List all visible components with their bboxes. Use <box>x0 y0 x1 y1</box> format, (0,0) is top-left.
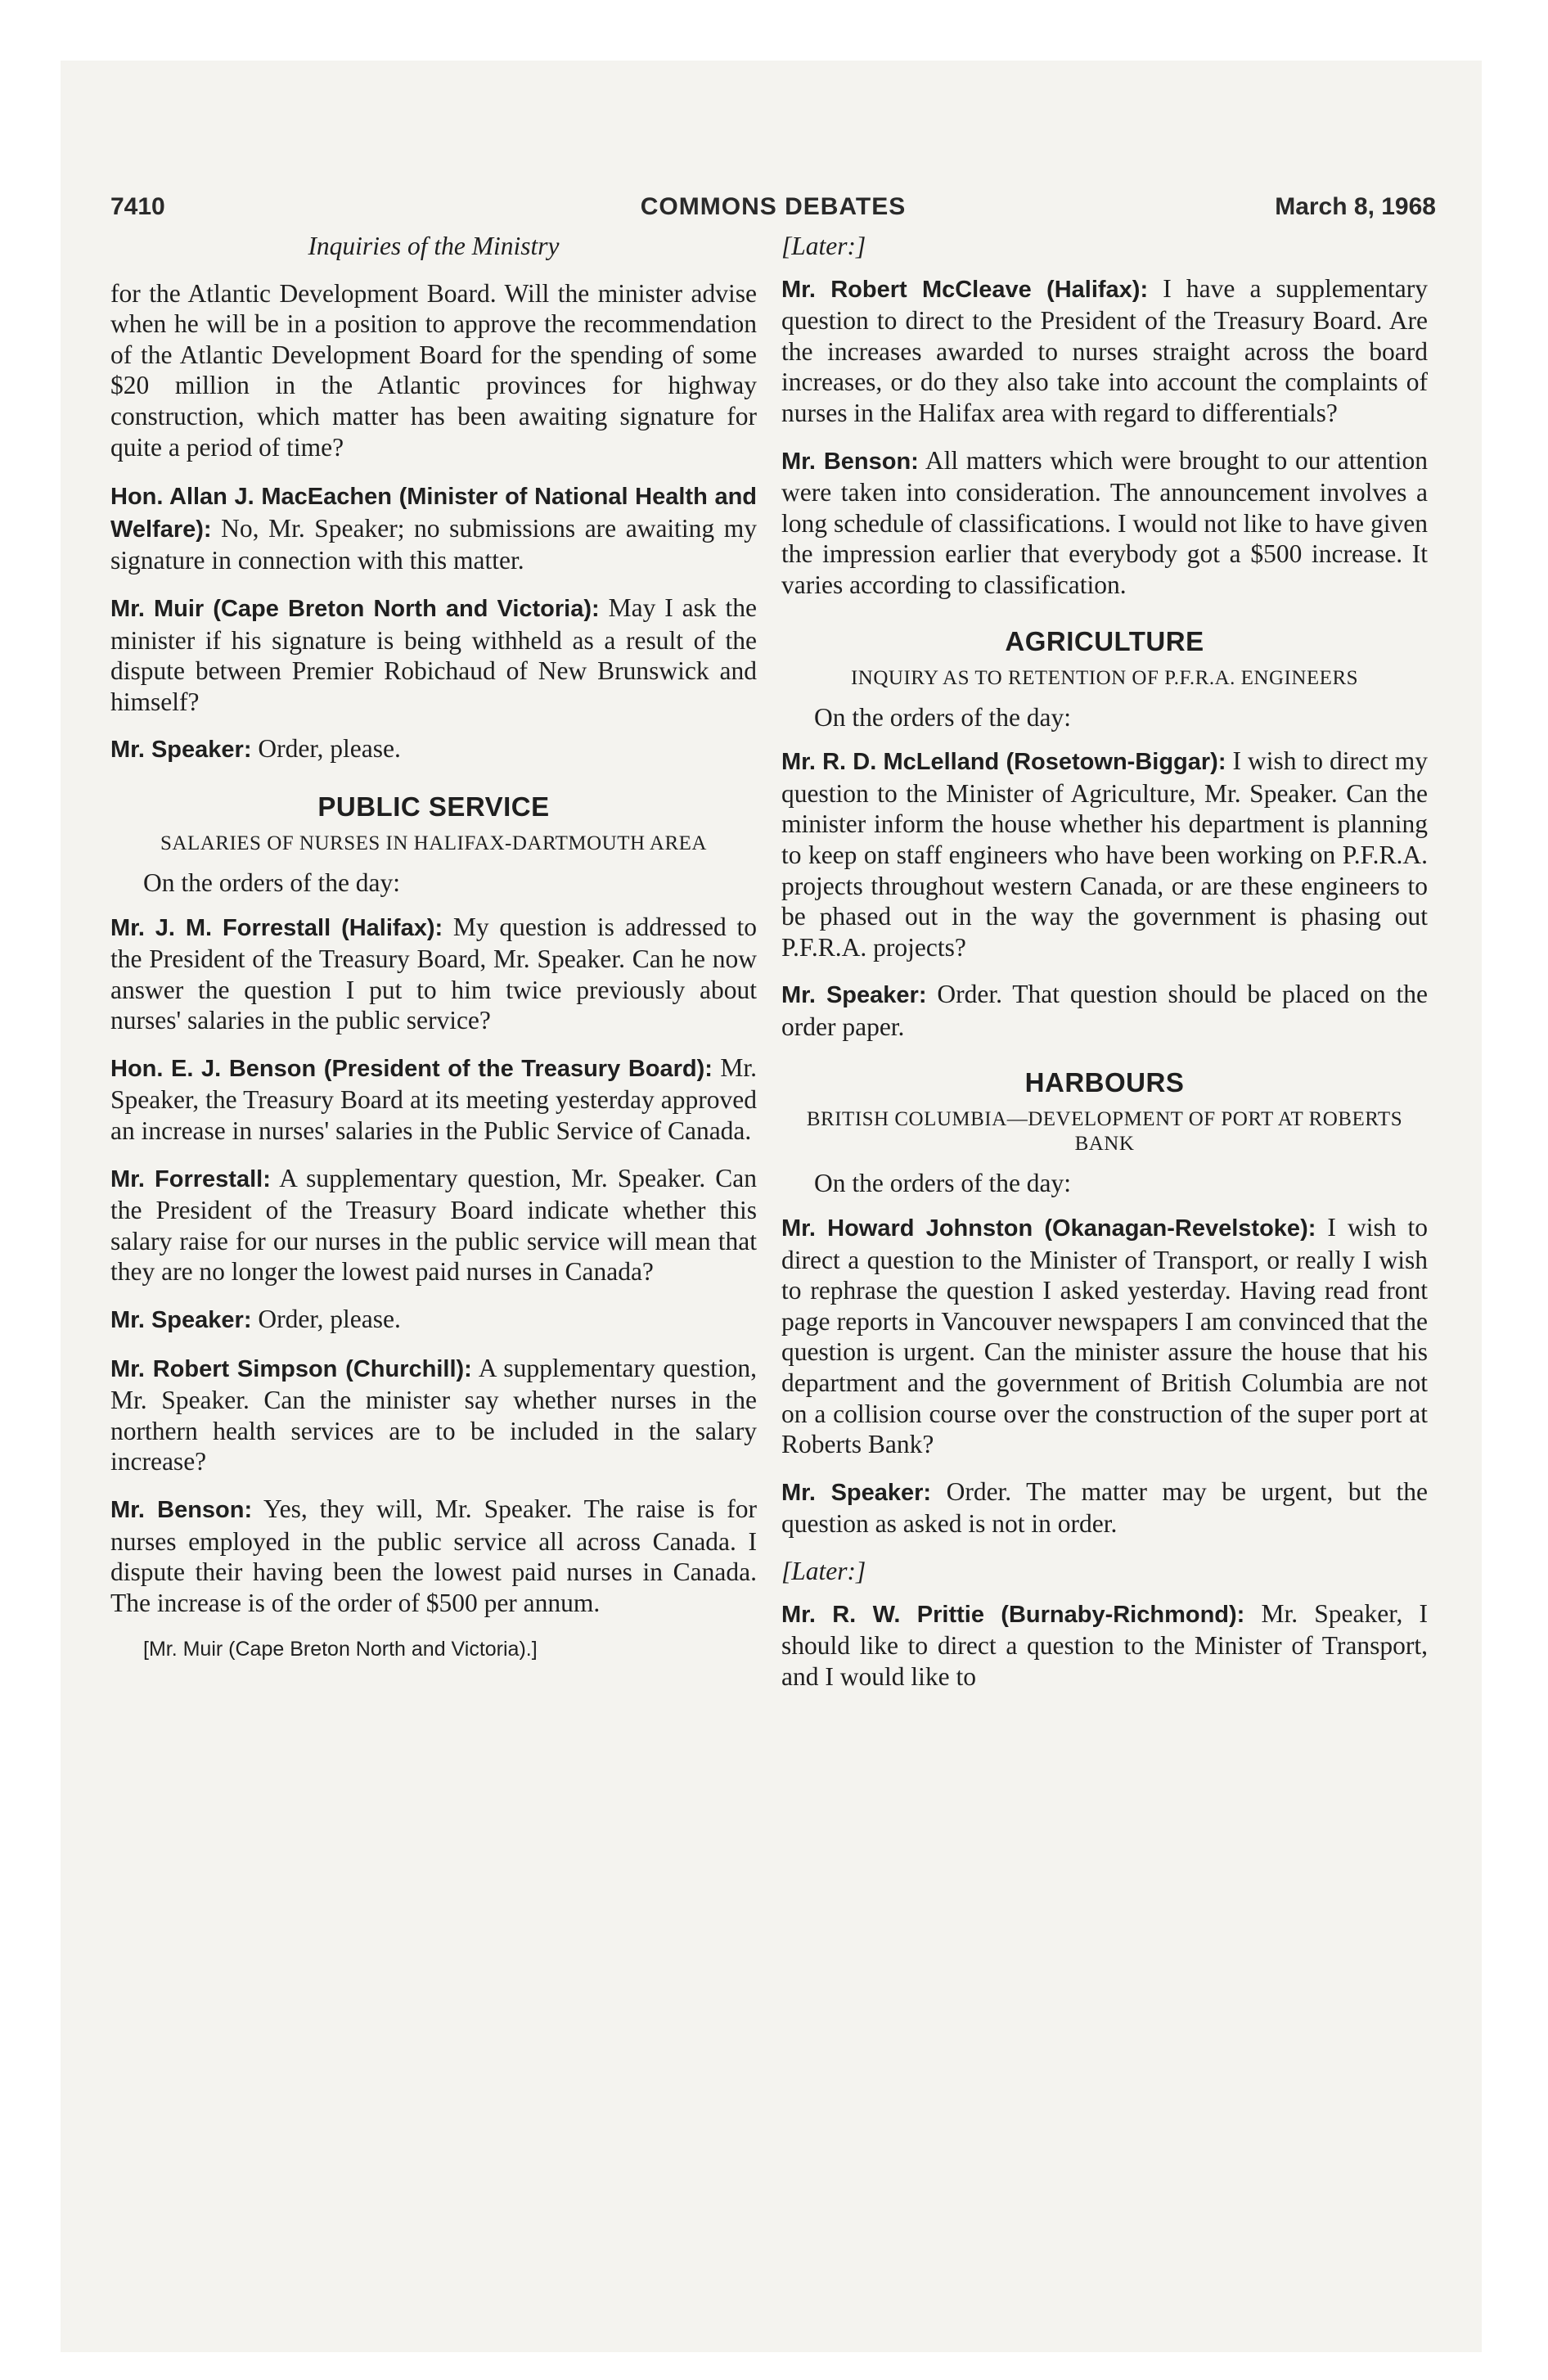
speech <box>110 733 757 766</box>
paragraph-text: for the Atlantic Development Board. Will the minister advise when he will be in a position to approve the recommendation of the Atlantic Development Board for the spending of some $20 million in the Atlantic provinces for highway construction, which matter has been awaiting signature for quite a period of time? <box>110 278 757 462</box>
speech-text: Mr. Speaker, I should like to direct a question to the Minister of Transport, and I would like to <box>781 1598 1429 1691</box>
speech-text: I wish to direct a question to the Minister of Transport, or really I wish to rephrase the question I asked yesterday. Having read front page reports in Vancouver newspapers I am convinced that the question is urgent. Can the minister assure the house that his department and the government of British Columbia are not on a collision course over the construction of the super port at Roberts Bank? <box>781 1213 1429 1459</box>
speaker-name: Mr. Speaker: <box>110 1307 252 1334</box>
speech-text: Order. The matter may be urgent, but the question as asked is not in order. <box>781 1476 1428 1539</box>
speech <box>781 1212 1428 1460</box>
speech-text: May I ask the minister if his signature is being withheld as a result of the dispute between Premier Robichaud of New Brunswick and himself? <box>110 593 758 716</box>
speech <box>110 1163 757 1287</box>
speech-text: Order, please. <box>251 734 401 764</box>
right-column <box>781 231 1428 1708</box>
speaker-name: Mr. Speaker: <box>781 982 927 1009</box>
page-header <box>110 187 1436 228</box>
section-heading: AGRICULTURE <box>1005 625 1204 656</box>
speech <box>781 1598 1428 1693</box>
speech-text: My question is addressed to the President of the Treasury Board, Mr. Speaker. Can he now answer the question I put to him twice previously about nurses' salaries in the public service? <box>110 912 757 1035</box>
speech <box>781 746 1428 962</box>
orders-of-the-day: On the orders of the day: <box>814 1169 1072 1198</box>
speech <box>781 1476 1428 1539</box>
speech <box>110 1494 757 1618</box>
speech <box>110 912 757 1036</box>
later-marker: [Later:] <box>781 232 866 260</box>
speaker-name: Mr. Benson: <box>110 1497 253 1523</box>
section-heading: HARBOURS <box>1024 1067 1185 1098</box>
speech <box>110 1053 757 1147</box>
issue-date: March 8, 1968 <box>1275 193 1436 220</box>
speech <box>110 480 757 576</box>
page-number: 7410 <box>110 193 165 220</box>
speech-text: I wish to direct my question to the Minister of Agriculture, Mr. Speaker. Can the minister inform the house whether his department is planning to keep on staff engineers who have been working on P.F.R.A. projects throughout western Canada, or are these engineers to be phased out in the way the government is phasing out P.F.R.A. projects? <box>781 746 1428 962</box>
paragraph <box>110 278 757 463</box>
speaker-name: Mr. Benson: <box>781 448 919 475</box>
speaker-name: Mr. Howard Johnston (Okanagan-Revelstoke): <box>781 1215 1316 1242</box>
speaker-name: Hon. E. J. Benson (President of the Treasury Board): <box>110 1055 713 1082</box>
publication-title: COMMONS DEBATES <box>640 193 907 220</box>
speech <box>110 1353 757 1477</box>
speech-text: Order. That question should be placed on the order paper. <box>781 980 1428 1041</box>
speech-text: A supplementary question, Mr. Speaker. Can the President of the Treasury Board indicate whether this salary raise for our nurses in the public service will mean that they are no longer the lowest paid nurses in Canada? <box>110 1163 757 1287</box>
speaker-name: Mr. Robert McCleave (Halifax): <box>781 276 1149 303</box>
speaker-name: Mr. J. M. Forrestall (Halifax): <box>110 914 443 941</box>
speech-text: Mr. Speaker, the Treasury Board at its meeting yesterday approved an increase in nurses' salaries in the Public Service of Canada. <box>110 1053 757 1146</box>
subsection-heading: BRITISH COLUMBIA—DEVELOPMENT OF PORT AT ROBERTS BANK <box>806 1108 1403 1156</box>
speech <box>781 445 1428 601</box>
speech-text: Order, please. <box>251 1305 401 1334</box>
speaker-name: Mr. Robert Simpson (Churchill): <box>110 1355 472 1382</box>
speech-text: All matters which were brought to our attention were taken into consideration. The announcement involves a long schedule of classifications. I would not like to have given the impression earlier that everybody got a $500 increase. It varies according to classification. <box>781 445 1428 599</box>
speaker-name: Mr. Speaker: <box>110 737 252 764</box>
speech <box>781 273 1428 429</box>
speech <box>781 979 1428 1042</box>
speech-text: I have a supplementary question to direct to the President of the Treasury Board. Are the increases awarded to nurses straight across the board increases, or do they also take into account the complaints of nurses in the Halifax area with regard to differentials? <box>781 273 1428 427</box>
orders-of-the-day: On the orders of the day: <box>814 702 1072 732</box>
speech-text: Yes, they will, Mr. Speaker. The raise is for nurses employed in the public service all across Canada. I dispute their having been the lowest paid nurses in Canada. The increase is of the order of $500 per annum. <box>110 1494 757 1617</box>
speech-text: No, Mr. Speaker; no submissions are awaiting my signature in connection with this matter. <box>110 513 757 575</box>
speech <box>110 593 757 717</box>
speaker-name: Hon. Allan J. MacEachen (Minister of National Health and Welfare): <box>110 484 757 543</box>
section-heading: PUBLIC SERVICE <box>317 791 550 822</box>
running-head: Inquiries of the Ministry <box>308 232 560 260</box>
speaker-name: Mr. Muir (Cape Breton North and Victoria): <box>110 595 600 622</box>
speech <box>110 1304 757 1336</box>
later-marker: [Later:] <box>781 1557 866 1585</box>
subsection-heading: SALARIES OF NURSES IN HALIFAX-DARTMOUTH AREA <box>160 832 707 854</box>
left-column <box>110 231 757 1666</box>
speaker-name: Mr. Speaker: <box>781 1479 932 1506</box>
speaker-name: Mr. R. D. McLelland (Rosetown-Biggar): <box>781 749 1226 776</box>
speech-text: A supplementary question, Mr. Speaker. Can the minister say whether nurses in the northern health services are to be included in the salary increase? <box>110 1353 757 1476</box>
speaker-name: Mr. Forrestall: <box>110 1165 271 1192</box>
orders-of-the-day: On the orders of the day: <box>143 868 401 897</box>
subsection-heading: INQUIRY AS TO RETENTION OF P.F.R.A. ENGINEERS <box>850 666 1359 689</box>
speaker-name: Mr. R. W. Prittie (Burnaby-Richmond): <box>781 1601 1245 1628</box>
speaker-footnote: [Mr. Muir (Cape Breton North and Victoria).] <box>143 1638 538 1661</box>
